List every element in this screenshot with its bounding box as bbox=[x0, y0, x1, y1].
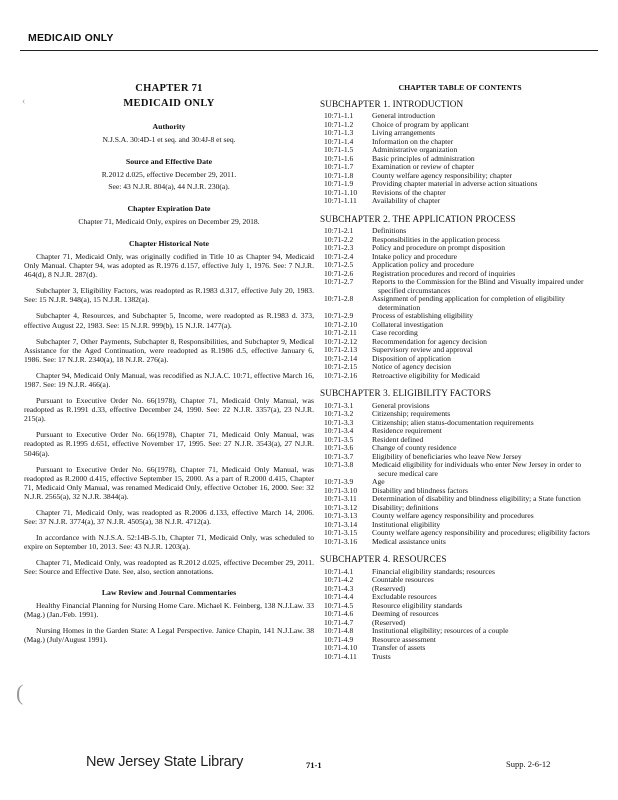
section-number: 10:71-3.6 bbox=[324, 443, 354, 452]
section-number: 10:71-3.15 bbox=[324, 528, 358, 537]
section-title: Choice of program by applicant bbox=[372, 119, 469, 129]
section-title: Administrative organization bbox=[372, 145, 458, 154]
section-number: 10:71-2.4 bbox=[324, 251, 354, 261]
toc-entry bbox=[320, 372, 600, 381]
toc-entry bbox=[320, 512, 600, 521]
toc-entry bbox=[320, 610, 600, 619]
section-title: Transfer of assets bbox=[372, 643, 426, 652]
toc-entry bbox=[320, 461, 600, 478]
paragraph: Chapter 71, Medicaid Only, was readopted as R.2012 d.025, effective December 29, 2011. See: Source and Effective Date. See, also, section annotations. bbox=[24, 558, 314, 577]
toc-entry bbox=[320, 121, 600, 130]
toc-entry bbox=[320, 427, 600, 436]
section-title: Trusts bbox=[372, 651, 391, 661]
expiration-text: Chapter 71, Medicaid Only, expires on December 29, 2018. bbox=[78, 216, 260, 226]
paragraph: Chapter 94, Medicaid Only Manual, was recodified as N.J.A.C. 10:71, effective March 16, 1987. See: 19 N.J.R. 466(a). bbox=[24, 370, 314, 389]
toc-entry bbox=[320, 312, 600, 321]
paragraph: Chapter 71, Medicaid Only, was readopted as R.2006 d.133, effective March 14, 2006. See: 37 N.J.R. 3774(a), 37 N.J.R. 4505(a), 38 N.J.R. 4712(a). bbox=[24, 508, 314, 527]
paragraph: Subchapter 3, Eligibility Factors, was readopted as R.1983 d.317, effective July 20, 1983. See: 15 N.J.R. 948(a), 15 N.J.R. 1382(a). bbox=[24, 286, 314, 305]
section-title: Institutional eligibility; resources of a couple bbox=[372, 626, 509, 635]
toc-title: CHAPTER TABLE OF CONTENTS bbox=[398, 83, 522, 92]
toc-entry bbox=[320, 653, 600, 662]
section-title: County welfare agency responsibility; chapter bbox=[372, 170, 513, 180]
source-heading: Source and Effective Date bbox=[125, 157, 213, 167]
section-number: 10:71-3.3 bbox=[324, 417, 354, 427]
section-number: 10:71-3.16 bbox=[324, 536, 358, 546]
expiration-heading: Chapter Expiration Date bbox=[127, 203, 211, 213]
scan-mark: ‹ bbox=[22, 96, 26, 107]
section-title: Eligibility of beneficiaries who leave New Jersey bbox=[372, 451, 522, 461]
section-title: Citizenship; requirements bbox=[372, 409, 451, 418]
supplement-date: Supp. 2-6-12 bbox=[506, 759, 551, 769]
toc-entry bbox=[320, 585, 600, 594]
section-title: Intake policy and procedure bbox=[372, 251, 457, 261]
paragraph: Chapter 71, Medicaid Only, was originally codified in Title 10 as Chapter 94, Medicaid Only Manual. Chapter 94, was adopted as R.1976 d.157, effective July 1, 1976. See: 7 N.J.R. 464(d), 8 N.J.R. 287(d). bbox=[24, 251, 314, 280]
paragraph: Nursing Homes in the Garden State: A Legal Perspective. Janice Chapin, 141 N.J.Law. 38 (Mag.) (July/August 1991). bbox=[24, 625, 314, 644]
section-title: Collateral investigation bbox=[372, 319, 444, 329]
section-title: Residence requirement bbox=[372, 426, 442, 435]
section-number: 10:71-2.2 bbox=[324, 234, 354, 244]
toc-entry bbox=[320, 197, 600, 206]
toc-entry bbox=[320, 538, 600, 547]
section-title: Excludable resources bbox=[372, 592, 437, 601]
section-title: County welfare agency responsibility and procedures bbox=[372, 511, 534, 520]
running-head: MEDICAID ONLY bbox=[28, 32, 114, 44]
section-number: 10:71-1.4 bbox=[324, 136, 354, 146]
toc-entry bbox=[320, 576, 600, 585]
toc-entry bbox=[320, 529, 600, 538]
toc-entry bbox=[320, 138, 600, 147]
section-number: 10:71-3.5 bbox=[324, 434, 354, 444]
left-column bbox=[24, 82, 314, 651]
section-number: 10:71-3.11 bbox=[324, 494, 357, 503]
section-number: 10:71-1.8 bbox=[324, 170, 354, 180]
section-number: 10:71-2.9 bbox=[324, 311, 354, 320]
page-number: 71-1 bbox=[306, 760, 322, 770]
toc-entry bbox=[320, 346, 600, 355]
section-number: 10:71-3.12 bbox=[324, 502, 358, 512]
section-title: Case recording bbox=[372, 328, 418, 337]
section-number: 10:71-2.11 bbox=[324, 328, 357, 337]
section-title: (Reserved) bbox=[372, 583, 406, 593]
section-number: 10:71-3.9 bbox=[324, 477, 354, 486]
toc-entry bbox=[320, 495, 600, 504]
section-number: 10:71-2.12 bbox=[324, 336, 358, 346]
history-note bbox=[24, 252, 314, 577]
paragraph: Pursuant to Executive Order No. 66(1978), Chapter 71, Medicaid Only Manual, was readopted as R.1995 d.651, effective November 17, 1995. See: 27 N.J.R. 3543(a), 27 N.J.R. 5046(a). bbox=[24, 430, 314, 458]
section-title: Information on the chapter bbox=[372, 136, 454, 146]
section-title: Definitions bbox=[372, 226, 407, 235]
section-title: Process of establishing eligibility bbox=[372, 311, 474, 320]
section-title: Medicaid eligibility for individuals who enter New Jersey in order to secure medical care bbox=[372, 460, 582, 478]
section-title: County welfare agency responsibility and procedures; eligibility factors bbox=[372, 528, 590, 537]
section-number: 10:71-3.10 bbox=[324, 485, 358, 495]
toc-entry bbox=[320, 295, 600, 312]
section-number: 10:71-2.5 bbox=[324, 260, 354, 269]
toc-entry bbox=[320, 644, 600, 653]
toc-entry bbox=[320, 321, 600, 330]
paragraph: Subchapter 7, Other Payments, Subchapter 8, Responsibilities, and Subchapter 9, Medical Assistance for the Aged Continuation, were readopted as R.1986 d.5, effective January 6, 1986. See: 17 N.J.R. 2340(a), 18 N.J.R. 276(a). bbox=[24, 336, 314, 364]
paragraph: Healthy Financial Planning for Nursing Home Care. Michael K. Feinberg, 138 N.J.Law. 33 (Mag.) (Jan./Feb. 1991). bbox=[24, 600, 314, 619]
section-number: 10:71-3.8 bbox=[324, 460, 354, 469]
toc-entry bbox=[320, 244, 600, 253]
section-title: Financial eligibility standards; resources bbox=[372, 566, 495, 576]
section-number: 10:71-2.16 bbox=[324, 370, 358, 380]
section-number: 10:71-3.1 bbox=[324, 400, 354, 410]
section-number: 10:71-1.3 bbox=[324, 128, 354, 137]
paragraph: Subchapter 4, Resources, and Subchapter 5, Income, were readopted as R.1983 d. 373, effective August 22, 1983. See: 15 N.J.R. 999(b), 15 N.J.R. 1477(a). bbox=[24, 311, 314, 330]
section-title: Providing chapter material in adverse action situations bbox=[372, 179, 538, 188]
section-number: 10:71-1.9 bbox=[324, 179, 354, 188]
section-number: 10:71-4.3 bbox=[324, 583, 354, 593]
section-title: Disposition of application bbox=[372, 353, 451, 363]
section-number: 10:71-2.7 bbox=[324, 277, 354, 286]
history-heading: Chapter Historical Note bbox=[129, 238, 209, 248]
section-title: Resource eligibility standards bbox=[372, 600, 463, 610]
toc-entry bbox=[320, 627, 600, 636]
section-number: 10:71-2.3 bbox=[324, 243, 354, 252]
section-number: 10:71-2.6 bbox=[324, 268, 354, 278]
section-number: 10:71-4.7 bbox=[324, 617, 354, 627]
section-title: Disability; definitions bbox=[372, 502, 439, 512]
section-number: 10:71-4.10 bbox=[324, 643, 358, 652]
paragraph: Pursuant to Executive Order No. 66(1978), Chapter 71, Medicaid Only Manual, was readopted as R.2000 d.415, effective September 15, 2000. As a part of R.2000 d.415, Chapter 71, Medicaid Only Manual, was renamed Medicaid Only, effective October 16, 2000. See: 32 N.J.R. 2565(a), 32 N.J.R. 3844(a). bbox=[24, 464, 314, 501]
section-number: 10:71-3.7 bbox=[324, 451, 354, 461]
source-line: R.2012 d.025, effective December 29, 2011. bbox=[101, 170, 237, 180]
section-number: 10:71-1.7 bbox=[324, 162, 354, 171]
section-title: Assignment of pending application for completion of eligibility determination bbox=[372, 294, 565, 312]
header-rule bbox=[20, 50, 598, 51]
section-title: Responsibilities in the application process bbox=[372, 234, 500, 244]
toc-entry bbox=[320, 402, 600, 411]
toc-entry bbox=[320, 278, 600, 295]
section-title: Countable resources bbox=[372, 575, 434, 584]
section-number: 10:71-3.2 bbox=[324, 409, 354, 418]
section-number: 10:71-1.6 bbox=[324, 153, 354, 163]
section-number: 10:71-3.14 bbox=[324, 519, 358, 529]
section-title: Basic principles of administration bbox=[372, 153, 475, 163]
toc-entry bbox=[320, 189, 600, 198]
paragraph: Pursuant to Executive Order No. 66(1978), Chapter 71, Medicaid Only Manual, was readopted as R.1991 d.33, effective December 24, 1990. See: 22 N.J.R. 3357(a), 23 N.J.R. 215(a). bbox=[24, 396, 314, 424]
section-title: Age bbox=[372, 477, 385, 486]
section-title: Notice of agency decision bbox=[372, 362, 452, 371]
section-title: Resident defined bbox=[372, 434, 424, 444]
scan-mark: ( bbox=[16, 680, 24, 705]
section-number: 10:71-2.8 bbox=[324, 294, 354, 303]
chapter-title: MEDICAID ONLY bbox=[123, 98, 215, 110]
section-title: Application policy and procedure bbox=[372, 260, 474, 269]
toc-entry bbox=[320, 636, 600, 645]
section-title: Examination or review of chapter bbox=[372, 162, 475, 171]
section-title: Policy and procedure on prompt disposition bbox=[372, 243, 506, 252]
subchapter-heading: SUBCHAPTER 2. THE APPLICATION PROCESS bbox=[320, 213, 516, 224]
section-title: Determination of disability and blindness eligibility; a State function bbox=[372, 494, 581, 503]
toc-entry bbox=[320, 602, 600, 611]
section-title: Retroactive eligibility for Medicaid bbox=[372, 370, 480, 380]
section-title: Citizenship; alien status-documentation requirements bbox=[372, 417, 534, 427]
section-number: 10:71-3.13 bbox=[324, 511, 358, 520]
section-number: 10:71-2.10 bbox=[324, 319, 358, 329]
section-number: 10:71-1.11 bbox=[324, 196, 357, 205]
authority-heading: Authority bbox=[152, 122, 186, 132]
section-title: Medical assistance units bbox=[372, 536, 446, 546]
chapter-number: CHAPTER 71 bbox=[135, 83, 203, 94]
section-number: 10:71-1.5 bbox=[324, 145, 354, 154]
toc-entry bbox=[320, 568, 600, 577]
section-number: 10:71-2.15 bbox=[324, 362, 358, 371]
section-title: Registration procedures and record of inquiries bbox=[372, 268, 516, 278]
table-of-contents bbox=[320, 82, 600, 661]
source-line: See: 43 N.J.R. 804(a), 44 N.J.R. 230(a). bbox=[108, 181, 230, 191]
section-number: 10:71-4.2 bbox=[324, 575, 354, 584]
section-title: Living arrangements bbox=[372, 128, 436, 137]
subchapter-heading: SUBCHAPTER 3. ELIGIBILITY FACTORS bbox=[320, 388, 492, 398]
section-number: 10:71-2.14 bbox=[324, 353, 358, 363]
section-title: Recommendation for agency decision bbox=[372, 336, 487, 346]
toc-entry bbox=[320, 436, 600, 445]
section-title: Revisions of the chapter bbox=[372, 187, 446, 197]
authority-text: N.J.S.A. 30:4D-1 et seq. and 30:4J-8 et seq. bbox=[102, 135, 236, 145]
subchapter-heading: SUBCHAPTER 1. INTRODUCTION bbox=[320, 98, 464, 109]
library-watermark: New Jersey State Library bbox=[86, 754, 244, 770]
section-number: 10:71-3.4 bbox=[324, 426, 354, 435]
section-number: 10:71-4.4 bbox=[324, 592, 354, 601]
toc-entry bbox=[320, 180, 600, 189]
section-number: 10:71-4.11 bbox=[324, 651, 357, 661]
section-title: Supervisory review and approval bbox=[372, 345, 473, 354]
section-title: Reports to the Commission for the Blind and Visually impaired under specified circumstances bbox=[372, 277, 584, 295]
paragraph: In accordance with N.J.S.A. 52:14B-5.1b, Chapter 71, Medicaid Only, was scheduled to expire on September 10, 2013. See: 43 N.J.R. 1203(a). bbox=[24, 533, 314, 552]
section-title: Disability and blindness factors bbox=[372, 485, 468, 495]
commentaries-heading: Law Review and Journal Commentaries bbox=[101, 587, 237, 597]
section-number: 10:71-1.2 bbox=[324, 119, 354, 129]
section-number: 10:71-4.6 bbox=[324, 609, 354, 618]
section-number: 10:71-4.1 bbox=[324, 566, 354, 576]
section-title: General provisions bbox=[372, 400, 430, 410]
section-title: Institutional eligibility bbox=[372, 519, 441, 529]
section-number: 10:71-1.1 bbox=[324, 111, 354, 120]
section-title: Change of county residence bbox=[372, 443, 457, 452]
section-title: General introduction bbox=[372, 111, 436, 120]
section-number: 10:71-4.9 bbox=[324, 634, 354, 644]
section-number: 10:71-2.13 bbox=[324, 345, 358, 354]
commentaries bbox=[24, 601, 314, 644]
section-number: 10:71-2.1 bbox=[324, 226, 354, 235]
section-title: (Reserved) bbox=[372, 617, 406, 627]
subchapter-heading: SUBCHAPTER 4. RESOURCES bbox=[320, 554, 447, 564]
section-number: 10:71-4.8 bbox=[324, 626, 354, 635]
toc-entry bbox=[320, 355, 600, 364]
section-title: Deeming of resources bbox=[372, 609, 439, 618]
section-number: 10:71-4.5 bbox=[324, 600, 354, 610]
toc-entry bbox=[320, 419, 600, 428]
section-title: Availability of chapter bbox=[372, 196, 441, 205]
toc-entry bbox=[320, 129, 600, 138]
section-number: 10:71-1.10 bbox=[324, 187, 358, 197]
section-title: Resource assessment bbox=[372, 634, 436, 644]
